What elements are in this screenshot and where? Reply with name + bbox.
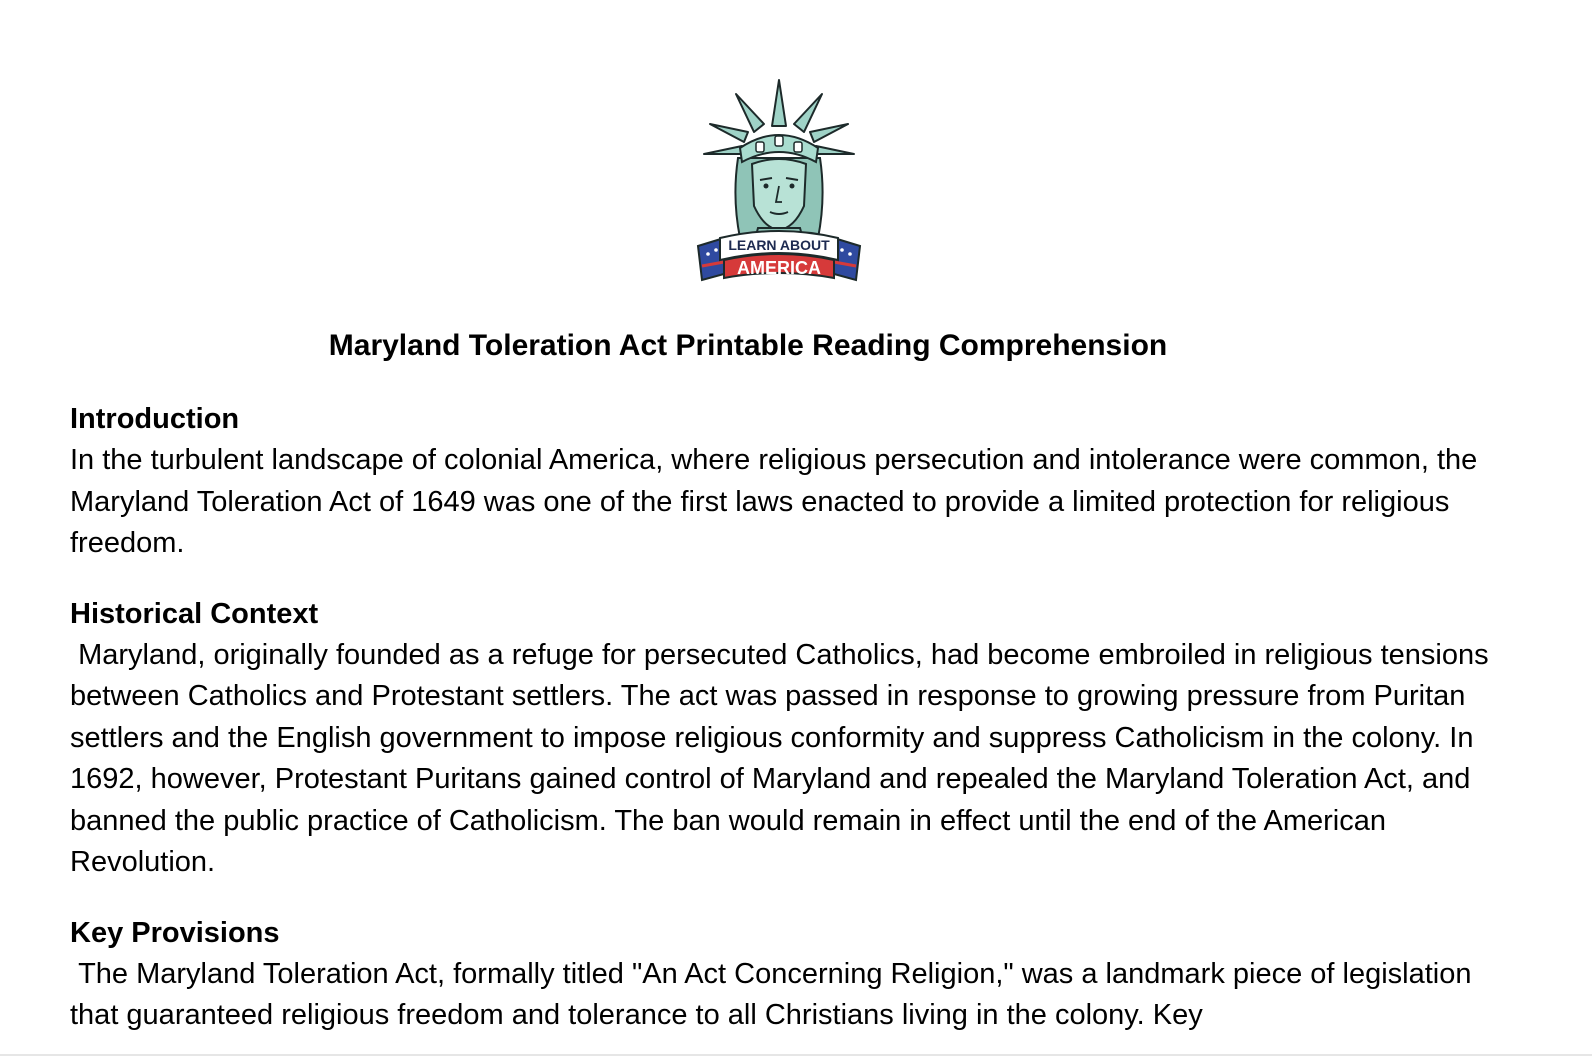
- logo-line1: LEARN ABOUT: [728, 237, 830, 253]
- page-title: Maryland Toleration Act Printable Reading Comprehension: [328, 329, 1168, 362]
- section-key-provisions: [70, 912, 1500, 1037]
- section-body: In the turbulent landscape of colonial America, where religious persecution and intolerance were common, the Maryland Toleration Act of 1649 was one of the first laws enacted to provide a limited protection for religious freedom.: [70, 444, 1486, 559]
- section-heading: Introduction: [70, 403, 240, 435]
- section-heading: Historical Context: [70, 597, 319, 630]
- document-body: [70, 398, 1500, 1056]
- section-introduction: [70, 398, 1500, 565]
- section-body: Maryland, originally founded as a refuge for persecuted Catholics, had become embroiled in religious tensions between Catholics and Protestant settlers. The act was passed in response to growing pressure from Puritan settlers and the English government to impose religious conformity and suppress Catholicism in the colony. In 1692, however, Protestant Puritans gained control of Maryland and repealed the Maryland Toleration Act, and banned the public practice of Catholicism. The ban would remain in effect until the end of the American Revolution.: [70, 638, 1497, 878]
- section-body: The Maryland Toleration Act, formally titled "An Act Concerning Religion," was a landmark piece of legislation that guaranteed religious freedom and tolerance to all Christians living in the colony. Key: [70, 957, 1480, 1031]
- section-historical-context: [70, 593, 1500, 884]
- section-heading: Key Provisions: [70, 916, 280, 949]
- statue-of-liberty-logo: [694, 78, 864, 288]
- logo-line2: AMERICA: [737, 258, 821, 278]
